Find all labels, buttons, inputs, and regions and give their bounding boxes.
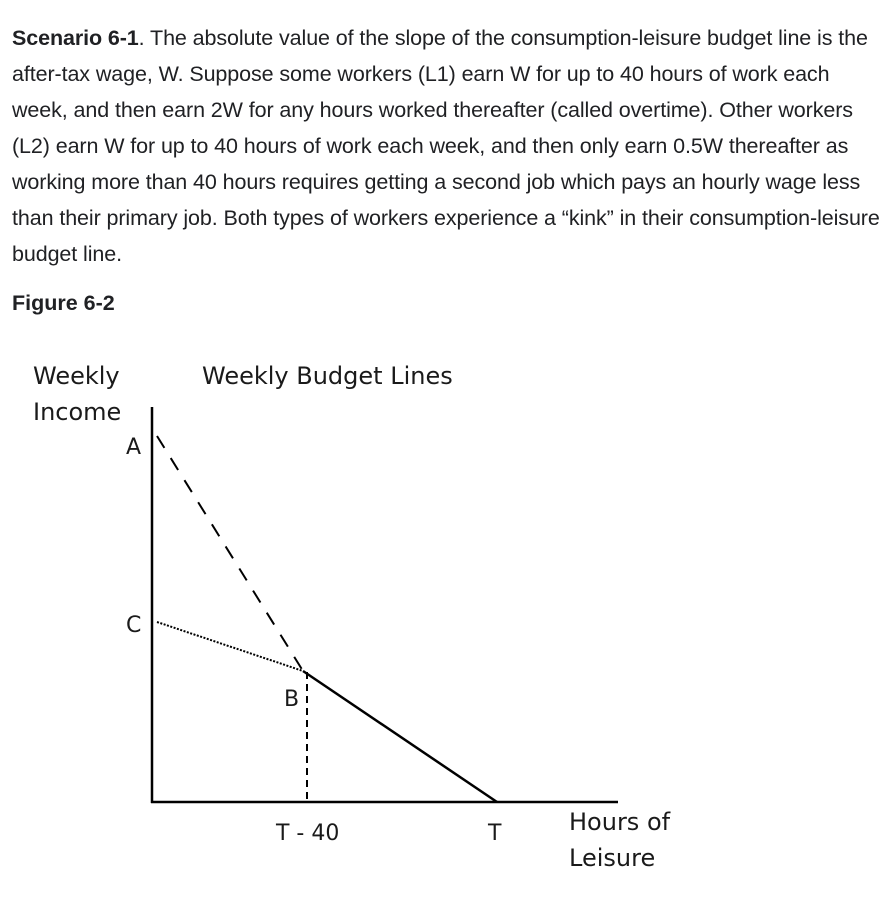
point-label-c: C	[126, 613, 142, 638]
overtime-dashed-line-a-b	[157, 436, 303, 671]
point-label-b: B	[284, 687, 300, 712]
scenario-paragraph	[12, 20, 882, 272]
x-axis-label-line2: Leisure	[569, 844, 656, 872]
second-job-dotted-line-c-b	[157, 622, 303, 671]
x-tick-t: T	[488, 821, 502, 846]
base-budget-line-b-t	[303, 671, 497, 802]
scenario-text: . The absolute value of the slope of the consumption-leisure budget line is the after-tax wage, W. Suppose some workers (L1) earn W for up to 40 hours of work each week, and then earn 2W for any hours worked thereafter (called overtime). Other workers (L2) earn W for up to 40 hours of work each week, and then only earn 0.5W thereafter as working more than 40 hours requires getting a second job which pays an hourly wage less than their primary job. Both types of workers experience a “kink” in their consumption-leisure budget line.	[12, 26, 880, 266]
y-axis-label-line1: Weekly	[33, 362, 120, 390]
scenario-label: Scenario 6-1	[12, 26, 139, 50]
y-axis-label-line2: Income	[33, 398, 122, 426]
x-tick-t-minus-40: T - 40	[276, 821, 340, 846]
figure-label: Figure 6-2	[12, 291, 115, 315]
chart-title: Weekly Budget Lines	[202, 362, 453, 390]
x-axis-label-line1: Hours of	[569, 808, 671, 836]
point-label-a: A	[126, 435, 142, 460]
